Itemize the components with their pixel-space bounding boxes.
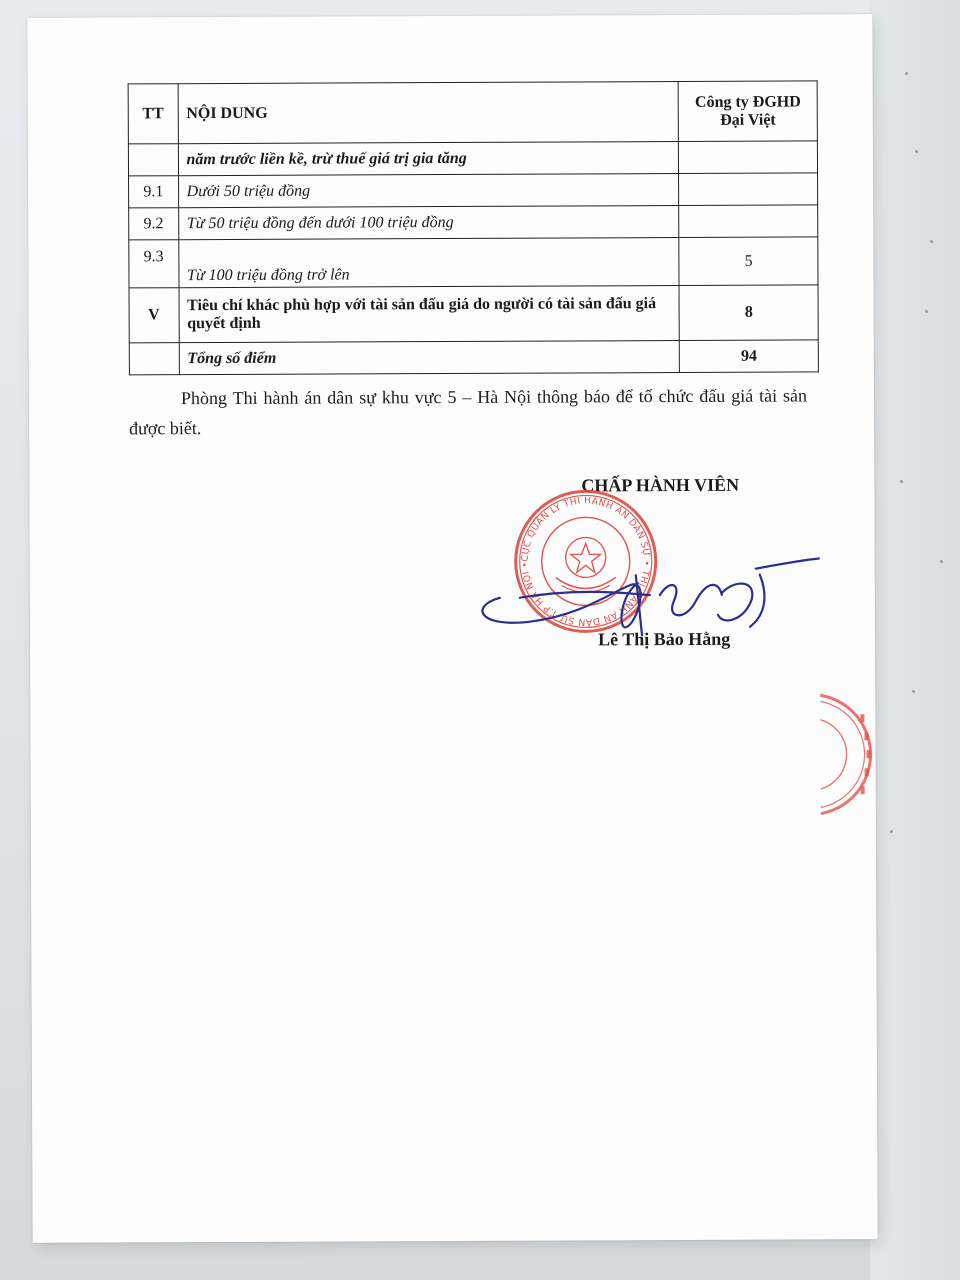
row-tt bbox=[128, 144, 178, 176]
row-content: năm trước liền kề, trừ thuế giá trị gia tăng bbox=[178, 142, 679, 176]
header-tt: TT bbox=[128, 84, 178, 144]
row-content: Từ 100 triệu đồng trở lên bbox=[178, 238, 679, 288]
table-row bbox=[128, 141, 817, 176]
row-tt: 9.3 bbox=[129, 240, 179, 288]
document-page bbox=[27, 14, 877, 1243]
row-content: Tiêu chí khác phù hợp với tài sản đấu giá do người có tài sản đấu giá quyết định bbox=[179, 286, 680, 343]
notice-paragraph: Phòng Thi hành án dân sự khu vực 5 – Hà Nội thông báo để tổ chức đấu giá tài sản được biết. bbox=[129, 385, 808, 439]
header-company-line1: Công ty ĐGHD bbox=[694, 92, 801, 111]
row-content: Dưới 50 triệu đồng bbox=[178, 174, 679, 208]
seal-text: CỤC QUẢN LÝ THI HÀNH ÁN DÂN SỰ • THI HÀNH ÁN DÂN SỰ T.P HÀ NỘI • bbox=[519, 495, 652, 628]
row-score bbox=[679, 173, 818, 206]
table-row bbox=[129, 173, 818, 208]
row-tt: V bbox=[129, 288, 179, 343]
desk-background bbox=[870, 0, 960, 1280]
table-total-row bbox=[129, 340, 818, 375]
row-score bbox=[679, 205, 818, 238]
header-company bbox=[678, 81, 817, 142]
criteria-table bbox=[128, 80, 819, 375]
signer-name: Lê Thị Bảo Hằng bbox=[598, 628, 731, 650]
row-tt: 9.1 bbox=[129, 176, 179, 208]
row-score: 8 bbox=[679, 285, 818, 341]
row-score bbox=[679, 141, 818, 174]
table-header-row bbox=[128, 81, 817, 144]
header-company-line2: Đại Việt bbox=[720, 111, 776, 129]
row-tt bbox=[129, 343, 179, 375]
total-score: 94 bbox=[680, 340, 819, 373]
table-row bbox=[129, 285, 818, 343]
partial-seal-icon bbox=[820, 684, 881, 824]
total-label: Tổng số điểm bbox=[179, 341, 680, 375]
header-noi-dung: NỘI DUNG bbox=[178, 82, 679, 144]
row-content: Từ 50 triệu đồng đến dưới 100 triệu đồng bbox=[178, 206, 679, 240]
table-row bbox=[129, 205, 818, 240]
signer-title: CHẤP HÀNH VIÊN bbox=[581, 474, 740, 496]
row-score: 5 bbox=[679, 237, 818, 286]
row-tt: 9.2 bbox=[129, 208, 179, 240]
table-row bbox=[129, 237, 818, 288]
